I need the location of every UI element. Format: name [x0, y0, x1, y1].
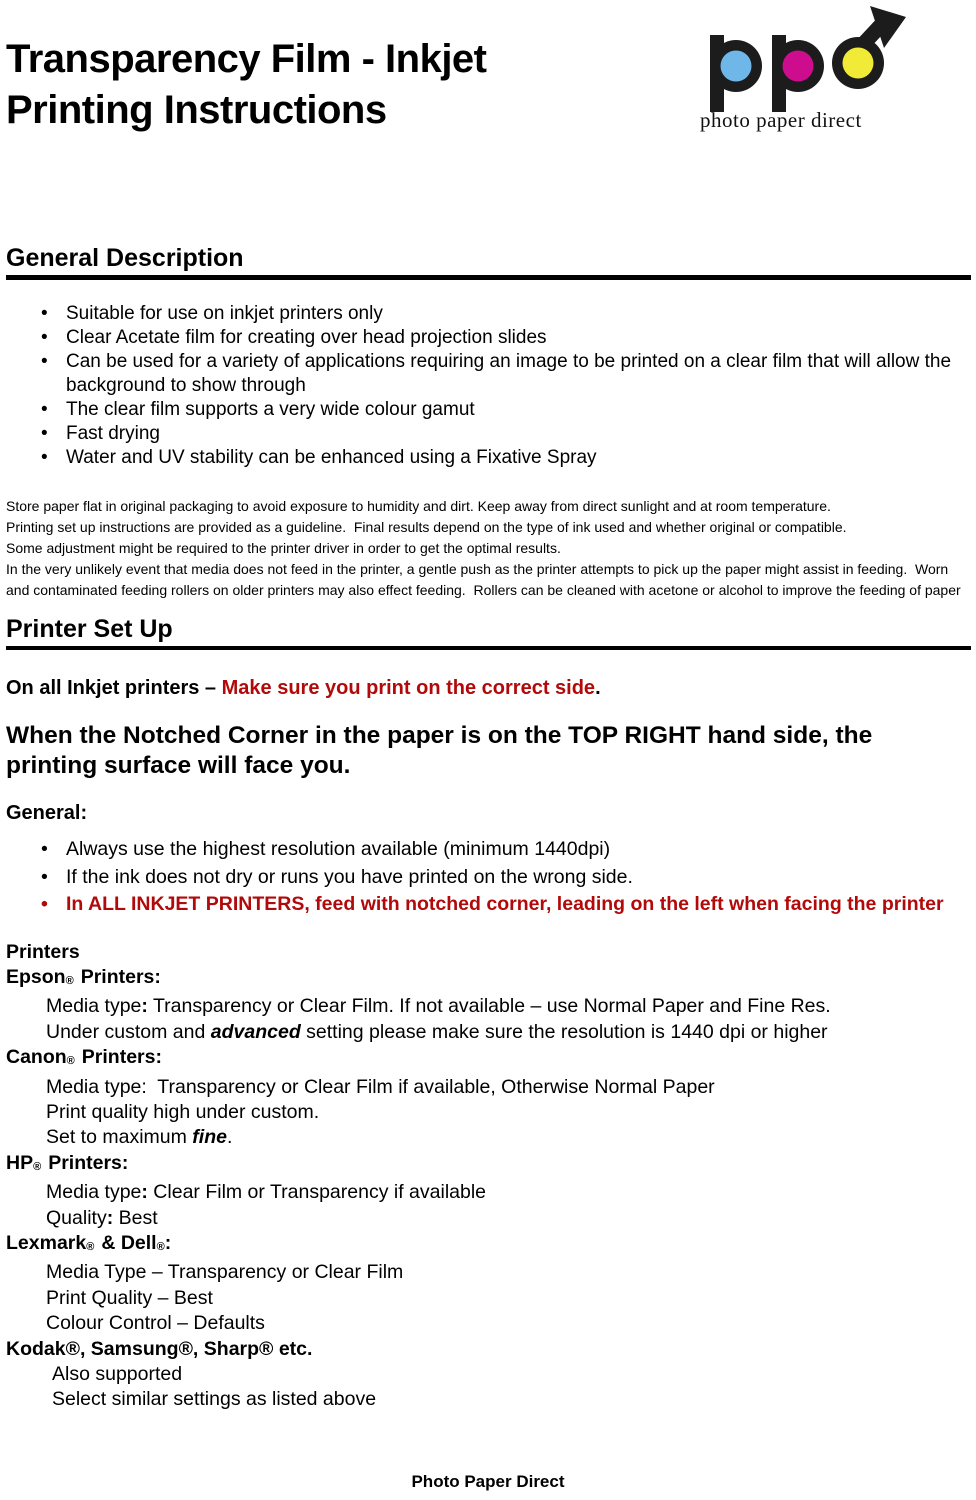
kodak-samsung-sharp-heading: Kodak®, Samsung®, Sharp® etc.	[6, 1337, 313, 1360]
hp-media-type	[6, 1180, 976, 1205]
storage-notes	[6, 496, 964, 601]
logo-magenta-dot	[783, 51, 814, 82]
brand-suffix: Printers:	[80, 965, 161, 988]
brand-name: Canon	[6, 1046, 67, 1069]
general-description-list	[0, 302, 976, 470]
brand-name: Epson	[6, 965, 66, 988]
hp-heading	[6, 1151, 976, 1180]
note-line: In the very unlikely event that media does not feed in the printer, a gentle push as the printer attempts to pick up the paper might assist in feeding. Worn and contaminated feeding rollers on older printers may also effect feeding. Rollers can be cleaned with acetone or alcohol to improve the feeding of paper	[6, 561, 961, 598]
registered-mark: ®	[33, 1160, 42, 1173]
canon-media-type: Media type: Transparency or Clear Film if available, Otherwise Normal Paper	[46, 1075, 715, 1098]
setting-label: Quality	[46, 1206, 107, 1229]
heading-colon: :	[164, 1231, 172, 1254]
list-item: • Can be used for a variety of applications requiring an image to be printed on a clear film that will allow the background to show through	[0, 350, 966, 398]
list-item: • Suitable for use on inkjet printers only	[0, 302, 966, 326]
instruction-lead: On all Inkjet printers –	[6, 677, 222, 699]
ppd-logo-icon	[698, 4, 910, 132]
lexmark-print-quality: Print Quality – Best	[46, 1286, 213, 1309]
logo-tagline: photo paper direct	[700, 108, 862, 132]
epson-resolution	[6, 1020, 976, 1045]
note-line: Store paper flat in original packaging to avoid exposure to humidity and dirt. Keep away from direct sunlight and at room temperature.	[6, 498, 831, 514]
note-line: Printing set up instructions are provided as a guideline. Final results depend on the type of ink used and whether original or compatible.	[6, 519, 847, 535]
list-item-warning: • In ALL INKJET PRINTERS, feed with notched corner, leading on the left when facing the printer	[0, 891, 971, 919]
instruction-warning: Make sure you print on the correct side	[221, 677, 596, 699]
registered-mark: ®	[66, 1055, 75, 1068]
setting-label: Media type	[46, 995, 142, 1018]
brand-name: Lexmark	[6, 1231, 87, 1254]
canon-heading	[6, 1045, 976, 1074]
setting-text: Set to maximum	[46, 1126, 193, 1149]
footer-text: Photo Paper Direct	[411, 1472, 565, 1491]
correct-side-instruction	[6, 676, 976, 701]
setting-text: setting please make sure the resolution is 1440 dpi or higher	[300, 1020, 828, 1043]
kodak-settings: Select similar settings as listed above	[52, 1388, 377, 1411]
lexmark-media-type: Media Type – Transparency or Clear Film	[46, 1261, 404, 1284]
canon-fine-setting	[6, 1125, 976, 1150]
registered-mark: ®	[156, 1240, 165, 1253]
setting-value: Clear Film or Transparency if available	[147, 1181, 487, 1204]
setting-emphasis: advanced	[210, 1020, 301, 1043]
printers-heading: Printers	[6, 940, 80, 963]
brand-name: & Dell	[101, 1231, 157, 1254]
lexmark-dell-heading	[6, 1231, 976, 1260]
logo-yellow-dot	[843, 48, 874, 79]
page-footer	[0, 1472, 976, 1492]
list-item: • The clear film supports a very wide colour gamut	[0, 398, 966, 422]
printer-setup-heading: Printer Set Up	[6, 615, 971, 650]
brand-suffix: Printers:	[48, 1151, 129, 1174]
general-description-heading: General Description	[6, 244, 971, 280]
printers-section	[0, 940, 976, 1413]
general-description-section	[0, 244, 976, 601]
brand-name: HP	[6, 1151, 34, 1174]
note-line: Some adjustment might be required to the printer driver in order to get the optimal results.	[6, 540, 561, 556]
list-item: • Always use the highest resolution available (minimum 1440dpi)	[0, 836, 971, 864]
epson-media-type	[6, 994, 976, 1019]
setting-text: .	[226, 1126, 233, 1149]
setting-value: Best	[113, 1206, 158, 1229]
kodak-supported: Also supported	[52, 1363, 183, 1385]
instruction-period: .	[595, 677, 601, 699]
title-line-2: Printing Instructions	[6, 88, 387, 132]
list-item: • Clear Acetate film for creating over head projection slides	[0, 326, 966, 350]
setting-value: Transparency or Clear Film. If not available – use Normal Paper and Fine Res.	[147, 995, 831, 1018]
list-item: • Fast drying	[0, 422, 966, 446]
ppd-logo	[698, 4, 910, 132]
canon-print-quality: Print quality high under custom.	[46, 1100, 320, 1123]
setting-emphasis: fine	[192, 1126, 227, 1149]
list-item: • Water and UV stability can be enhanced using a Fixative Spray	[0, 446, 966, 470]
hp-quality	[6, 1206, 976, 1231]
brand-suffix: Printers:	[81, 1046, 162, 1069]
general-label: General:	[6, 802, 88, 824]
lexmark-colour-control: Colour Control – Defaults	[46, 1312, 265, 1335]
printer-setup-section	[0, 615, 976, 919]
general-tips-list	[0, 836, 976, 919]
list-item: • If the ink does not dry or runs you have printed on the wrong side.	[0, 864, 971, 892]
setting-colon: :	[106, 1206, 114, 1229]
notched-corner-notice: When the Notched Corner in the paper is on the TOP RIGHT hand side, the printing surface will face you.	[6, 722, 873, 779]
document-header	[0, 0, 976, 162]
setting-label: Media type	[46, 1181, 142, 1204]
logo-cyan-dot	[721, 51, 752, 82]
setting-text: Under custom and	[46, 1020, 211, 1043]
setting-colon: :	[141, 1181, 148, 1204]
registered-mark: ®	[86, 1240, 95, 1253]
registered-mark: ®	[65, 974, 74, 987]
epson-heading	[6, 965, 976, 994]
title-line-1: Transparency Film - Inkjet	[6, 37, 487, 81]
setting-colon: :	[141, 995, 148, 1018]
